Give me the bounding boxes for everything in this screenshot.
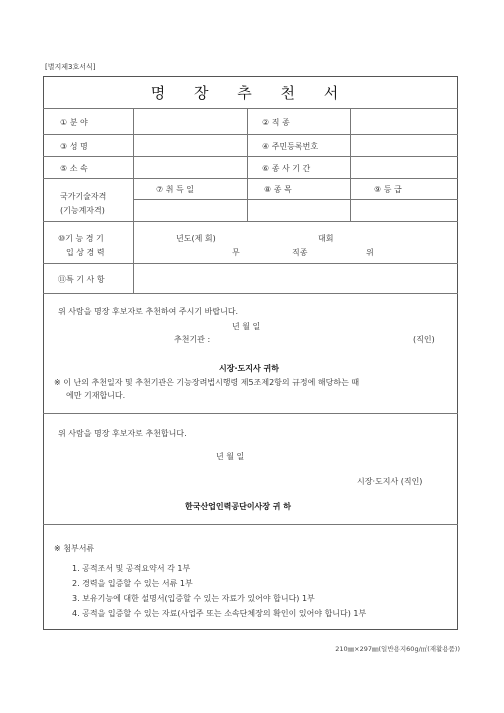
- row-divider: [133, 199, 458, 200]
- contest-year-field: 년도(제 회): [176, 234, 216, 243]
- special-notes-label: ⑪특 기 사 항: [58, 275, 105, 284]
- contest-rank-a: 무: [232, 248, 240, 257]
- attachment-item: 1. 공적조서 및 공적요약서 각 1부: [72, 564, 191, 573]
- cert-grade-label: ⑨ 등 급: [374, 185, 402, 194]
- sender-label: 시장·도지사 (직인): [357, 477, 423, 486]
- form-frame: [43, 76, 458, 630]
- recommend-text-1: 위 사람을 명장 후보자로 추천하여 주시기 바랍니다.: [58, 307, 239, 316]
- row-divider: [43, 156, 458, 157]
- seal-label-1: (직인): [413, 335, 435, 344]
- row-divider: [43, 293, 458, 294]
- column-divider: [133, 108, 134, 293]
- date-line-2: 년 월 일: [216, 452, 245, 461]
- contest-label: ⑩기 능 경 기: [58, 234, 104, 243]
- date-line-1: 년 월 일: [232, 322, 261, 331]
- contest-award-label: 입 상 경 력: [66, 248, 105, 257]
- section-divider: [43, 413, 458, 414]
- cert-item-label: ⑧ 종 목: [264, 185, 292, 194]
- affiliation-label: ⑤ 소 속: [60, 164, 88, 173]
- contest-rank-c: 위: [366, 248, 374, 257]
- career-period-label: ⑥ 종 사 기 간: [262, 164, 311, 173]
- recommending-agency-label: 추천기관 :: [174, 335, 211, 344]
- form-number-label: [별지제3호서식]: [45, 63, 96, 71]
- attachment-item: 3. 보유기능에 대한 설명서(입증할 수 있는 자료가 있어야 합니다) 1부: [72, 594, 315, 603]
- resident-number-label: ④ 주민등록번호: [262, 142, 319, 151]
- row-divider: [43, 221, 458, 222]
- addressee-2: 한국산업인력공단이사장 귀 하: [185, 502, 292, 511]
- page-title: 명 장 추 천 서: [150, 84, 351, 102]
- field-label: ① 분 야: [60, 118, 88, 127]
- contest-event-field: 대회: [318, 234, 334, 243]
- addressee-1: 시장·도지사 귀하: [219, 364, 279, 373]
- row-divider: [43, 178, 458, 179]
- column-divider: [247, 108, 248, 221]
- row-divider: [43, 263, 458, 264]
- column-divider: [350, 108, 351, 221]
- section-divider: [43, 524, 458, 525]
- recommend-text-2: 위 사람을 명장 후보자로 추천합니다.: [58, 429, 187, 438]
- instruction-note-1: ※ 이 난의 추천일자 및 추천기관은 기능장려법시행령 제5조제2항의 규정에 해당하는 때: [54, 378, 360, 387]
- national-cert-sub-label: (기능계자격): [60, 206, 105, 215]
- attachment-item: 2. 경력을 입증할 수 있는 서류 1부: [72, 579, 193, 588]
- paper-size-footer: 210㎜×297㎜(일반용지60g/㎡(재활용품)): [335, 645, 460, 653]
- attachments-heading: ※ 첨부서류: [54, 544, 95, 553]
- row-divider: [43, 108, 458, 109]
- contest-rank-b: 직종: [292, 248, 308, 257]
- national-cert-label: 국가기술자격: [60, 192, 107, 201]
- position-label: ② 직 종: [262, 118, 290, 127]
- attachment-item: 4. 공적을 입증할 수 있는 자료(사업주 또는 소속단체장의 확인이 있어야 합니다) 1부: [72, 609, 367, 618]
- instruction-note-2: 에만 기재합니다.: [66, 391, 126, 400]
- acquired-date-label: ⑦ 취 득 일: [156, 185, 194, 194]
- name-label: ③ 성 명: [60, 142, 88, 151]
- row-divider: [43, 134, 458, 135]
